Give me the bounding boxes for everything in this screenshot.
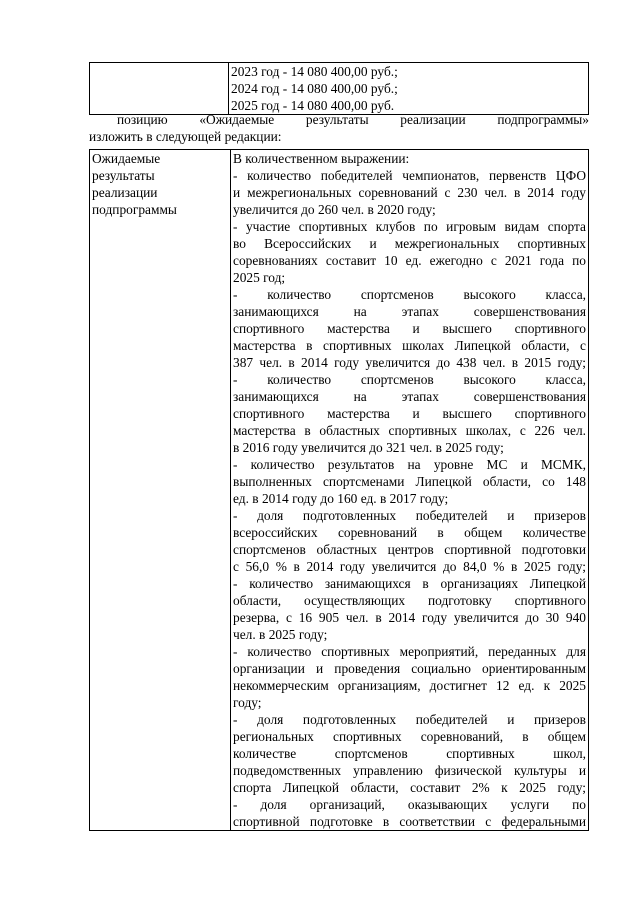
text-line: некоммерческим организациям, достигнет 12 ед. к 2025 — [233, 678, 586, 693]
funding-table — [89, 62, 589, 115]
text-line: - участие спортивных клубов по игровым видам спорта — [233, 219, 586, 234]
text-line: во Всероссийских и межрегиональных спортивных — [233, 236, 586, 251]
text-line: - количество результатов на уровне МС и МСМК, — [233, 457, 586, 472]
funding-values-cell — [229, 63, 589, 115]
label-line: подпрограммы — [92, 202, 177, 217]
instruction-line: изложить в следующей редакции: — [89, 129, 282, 144]
text-line: спорта Липецкой области, составит 2% к 2025 году; — [233, 780, 586, 795]
text-line: - доля подготовленных победителей и призеров — [233, 508, 586, 523]
table-row — [90, 63, 589, 115]
text-line: занимающихся на этапах совершенствования — [233, 304, 586, 319]
funding-label-cell — [90, 63, 229, 115]
results-text-cell — [231, 150, 589, 831]
text-line: всероссийских соревнований в общем количестве — [233, 525, 586, 540]
funding-line: 2024 год - 14 080 400,00 руб.; — [231, 81, 398, 96]
label-line: Ожидаемые — [92, 151, 161, 166]
results-label-cell — [90, 150, 231, 831]
text-line: с 56,0 % в 2014 году увеличится до 84,0 % в 2025 году; — [233, 559, 586, 574]
text-line: выполненных спортсменами Липецкой области, со 148 — [233, 474, 586, 489]
text-line: спортсменов областных центров спортивной подготовки — [233, 542, 586, 557]
text-line: количестве спортсменов спортивных школ, — [233, 746, 586, 761]
results-table — [89, 149, 589, 831]
label-line: реализации — [92, 185, 158, 200]
text-line: спортивной подготовке в соответствии с федеральными — [233, 814, 586, 829]
text-line: ед. в 2014 году до 160 ед. в 2017 году; — [233, 491, 449, 506]
text-line: - количество спортивных мероприятий, переданных для — [233, 644, 586, 659]
text-line: - количество спортсменов высокого класса, — [233, 372, 586, 387]
text-line: региональных спортивных соревнований, в общем — [233, 729, 586, 744]
label-line: результаты — [92, 168, 155, 183]
text-line: занимающихся на этапах совершенствования — [233, 389, 586, 404]
text-line: подведомственных управлению физической культуры и — [233, 763, 586, 778]
text-line: организации и проведения социально ориентированным — [233, 661, 586, 676]
funding-line: 2023 год - 14 080 400,00 руб.; — [231, 64, 398, 79]
text-line: - количество спортсменов высокого класса, — [233, 287, 586, 302]
text-line: резерва, с 16 905 чел. в 2014 году увеличится до 30 940 — [233, 610, 586, 625]
text-line: области, осуществляющих подготовку спортивного — [233, 593, 586, 608]
text-line: в 2016 году увеличится до 321 чел. в 2025 году; — [233, 440, 504, 455]
text-line: - доля организаций, оказывающих услуги по — [233, 797, 586, 812]
text-line: и межрегиональных соревнований с 230 чел. в 2014 году — [233, 185, 586, 200]
instruction-paragraph — [89, 111, 589, 145]
text-line: году; — [233, 695, 262, 710]
text-line: спортивного мастерства и высшего спортивного — [233, 406, 586, 421]
text-line: увеличится до 260 чел. в 2020 году; — [233, 202, 436, 217]
text-line: мастерства в областных спортивных школах, с 226 чел. — [233, 423, 586, 438]
text-line: мастерства в спортивных школах Липецкой области, с — [233, 338, 586, 353]
text-line: В количественном выражении: — [233, 151, 410, 166]
text-line: 387 чел. в 2014 году увеличится до 438 чел. в 2015 году; — [233, 355, 586, 370]
text-line: - количество занимающихся в организациях Липецкой — [233, 576, 586, 591]
text-line: - количество победителей чемпионатов, первенств ЦФО — [233, 168, 586, 183]
funding-line: 2025 год - 14 080 400,00 руб. — [231, 98, 395, 113]
instruction-line: позицию «Ожидаемые результаты реализации подпрограммы» — [117, 112, 589, 127]
table-row — [90, 150, 589, 831]
text-line: соревнованиях составит 10 ед. ежегодно с 2021 года по — [233, 253, 586, 268]
text-line: 2025 год; — [233, 270, 286, 285]
text-line: чел. в 2025 году; — [233, 627, 328, 642]
text-line: - доля подготовленных победителей и призеров — [233, 712, 586, 727]
text-line: спортивного мастерства и высшего спортивного — [233, 321, 586, 336]
